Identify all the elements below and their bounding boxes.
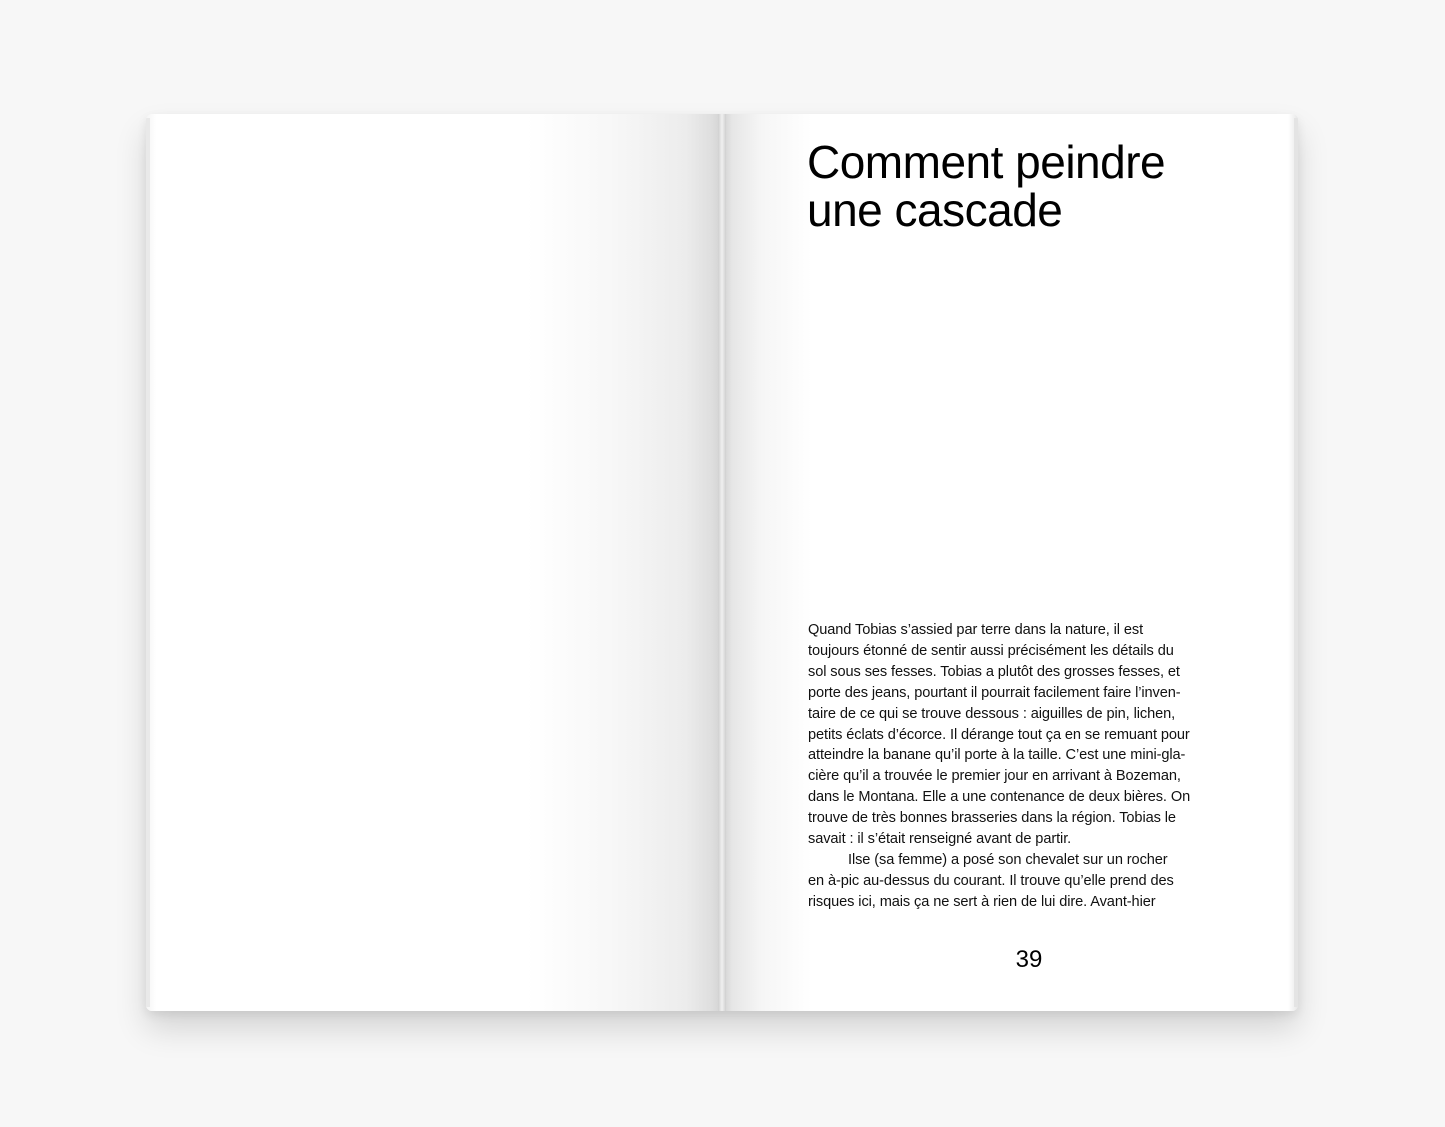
right-page-edge xyxy=(1294,118,1298,1007)
book-gutter xyxy=(718,114,726,1011)
text-line: cière qu’il a trouvée le premier jour en arrivant à Bozeman, xyxy=(808,768,1181,785)
text-line: atteindre la banane qu’il porte à la taille. C’est une mini-gla- xyxy=(808,747,1186,764)
right-page xyxy=(722,114,1298,1011)
chapter-title-line: une cascade xyxy=(807,184,1063,236)
chapter-title-line: Comment peindre xyxy=(807,136,1166,188)
text-line: Quand Tobias s’assied par terre dans la nature, il est xyxy=(808,622,1144,638)
text-line: porte des jeans, pourtant il pourrait facilement faire l’inven- xyxy=(808,684,1181,701)
body-text xyxy=(808,620,1268,913)
text-line: risques ici, mais ça ne sert à rien de lui dire. Avant-hier xyxy=(808,893,1156,910)
left-page-edge xyxy=(146,118,150,1007)
text-line-indented: Ilse (sa femme) a posé son chevalet sur un rocher xyxy=(848,851,1168,868)
text-line: toujours étonné de sentir aussi précisément les détails du xyxy=(808,642,1174,659)
text-line: taire de ce qui se trouve dessous : aiguilles de pin, lichen, xyxy=(808,705,1176,722)
page-number: 39 xyxy=(1015,946,1043,973)
text-line: savait : il s’était renseigné avant de partir. xyxy=(808,831,1072,848)
text-line: petits éclats d’écorce. Il dérange tout ça en se remuant pour xyxy=(808,726,1190,743)
chapter-title xyxy=(807,138,1267,234)
text-line: trouve de très bonnes brasseries dans la région. Tobias le xyxy=(808,810,1176,827)
text-line: dans le Montana. Elle a une contenance de deux bières. On xyxy=(808,789,1191,806)
left-page xyxy=(146,114,722,1011)
text-line: sol sous ses fesses. Tobias a plutôt des grosses fesses, et xyxy=(808,663,1180,680)
text-line: en à-pic au-dessus du courant. Il trouve qu’elle prend des xyxy=(808,872,1174,889)
open-book xyxy=(146,114,1298,1011)
